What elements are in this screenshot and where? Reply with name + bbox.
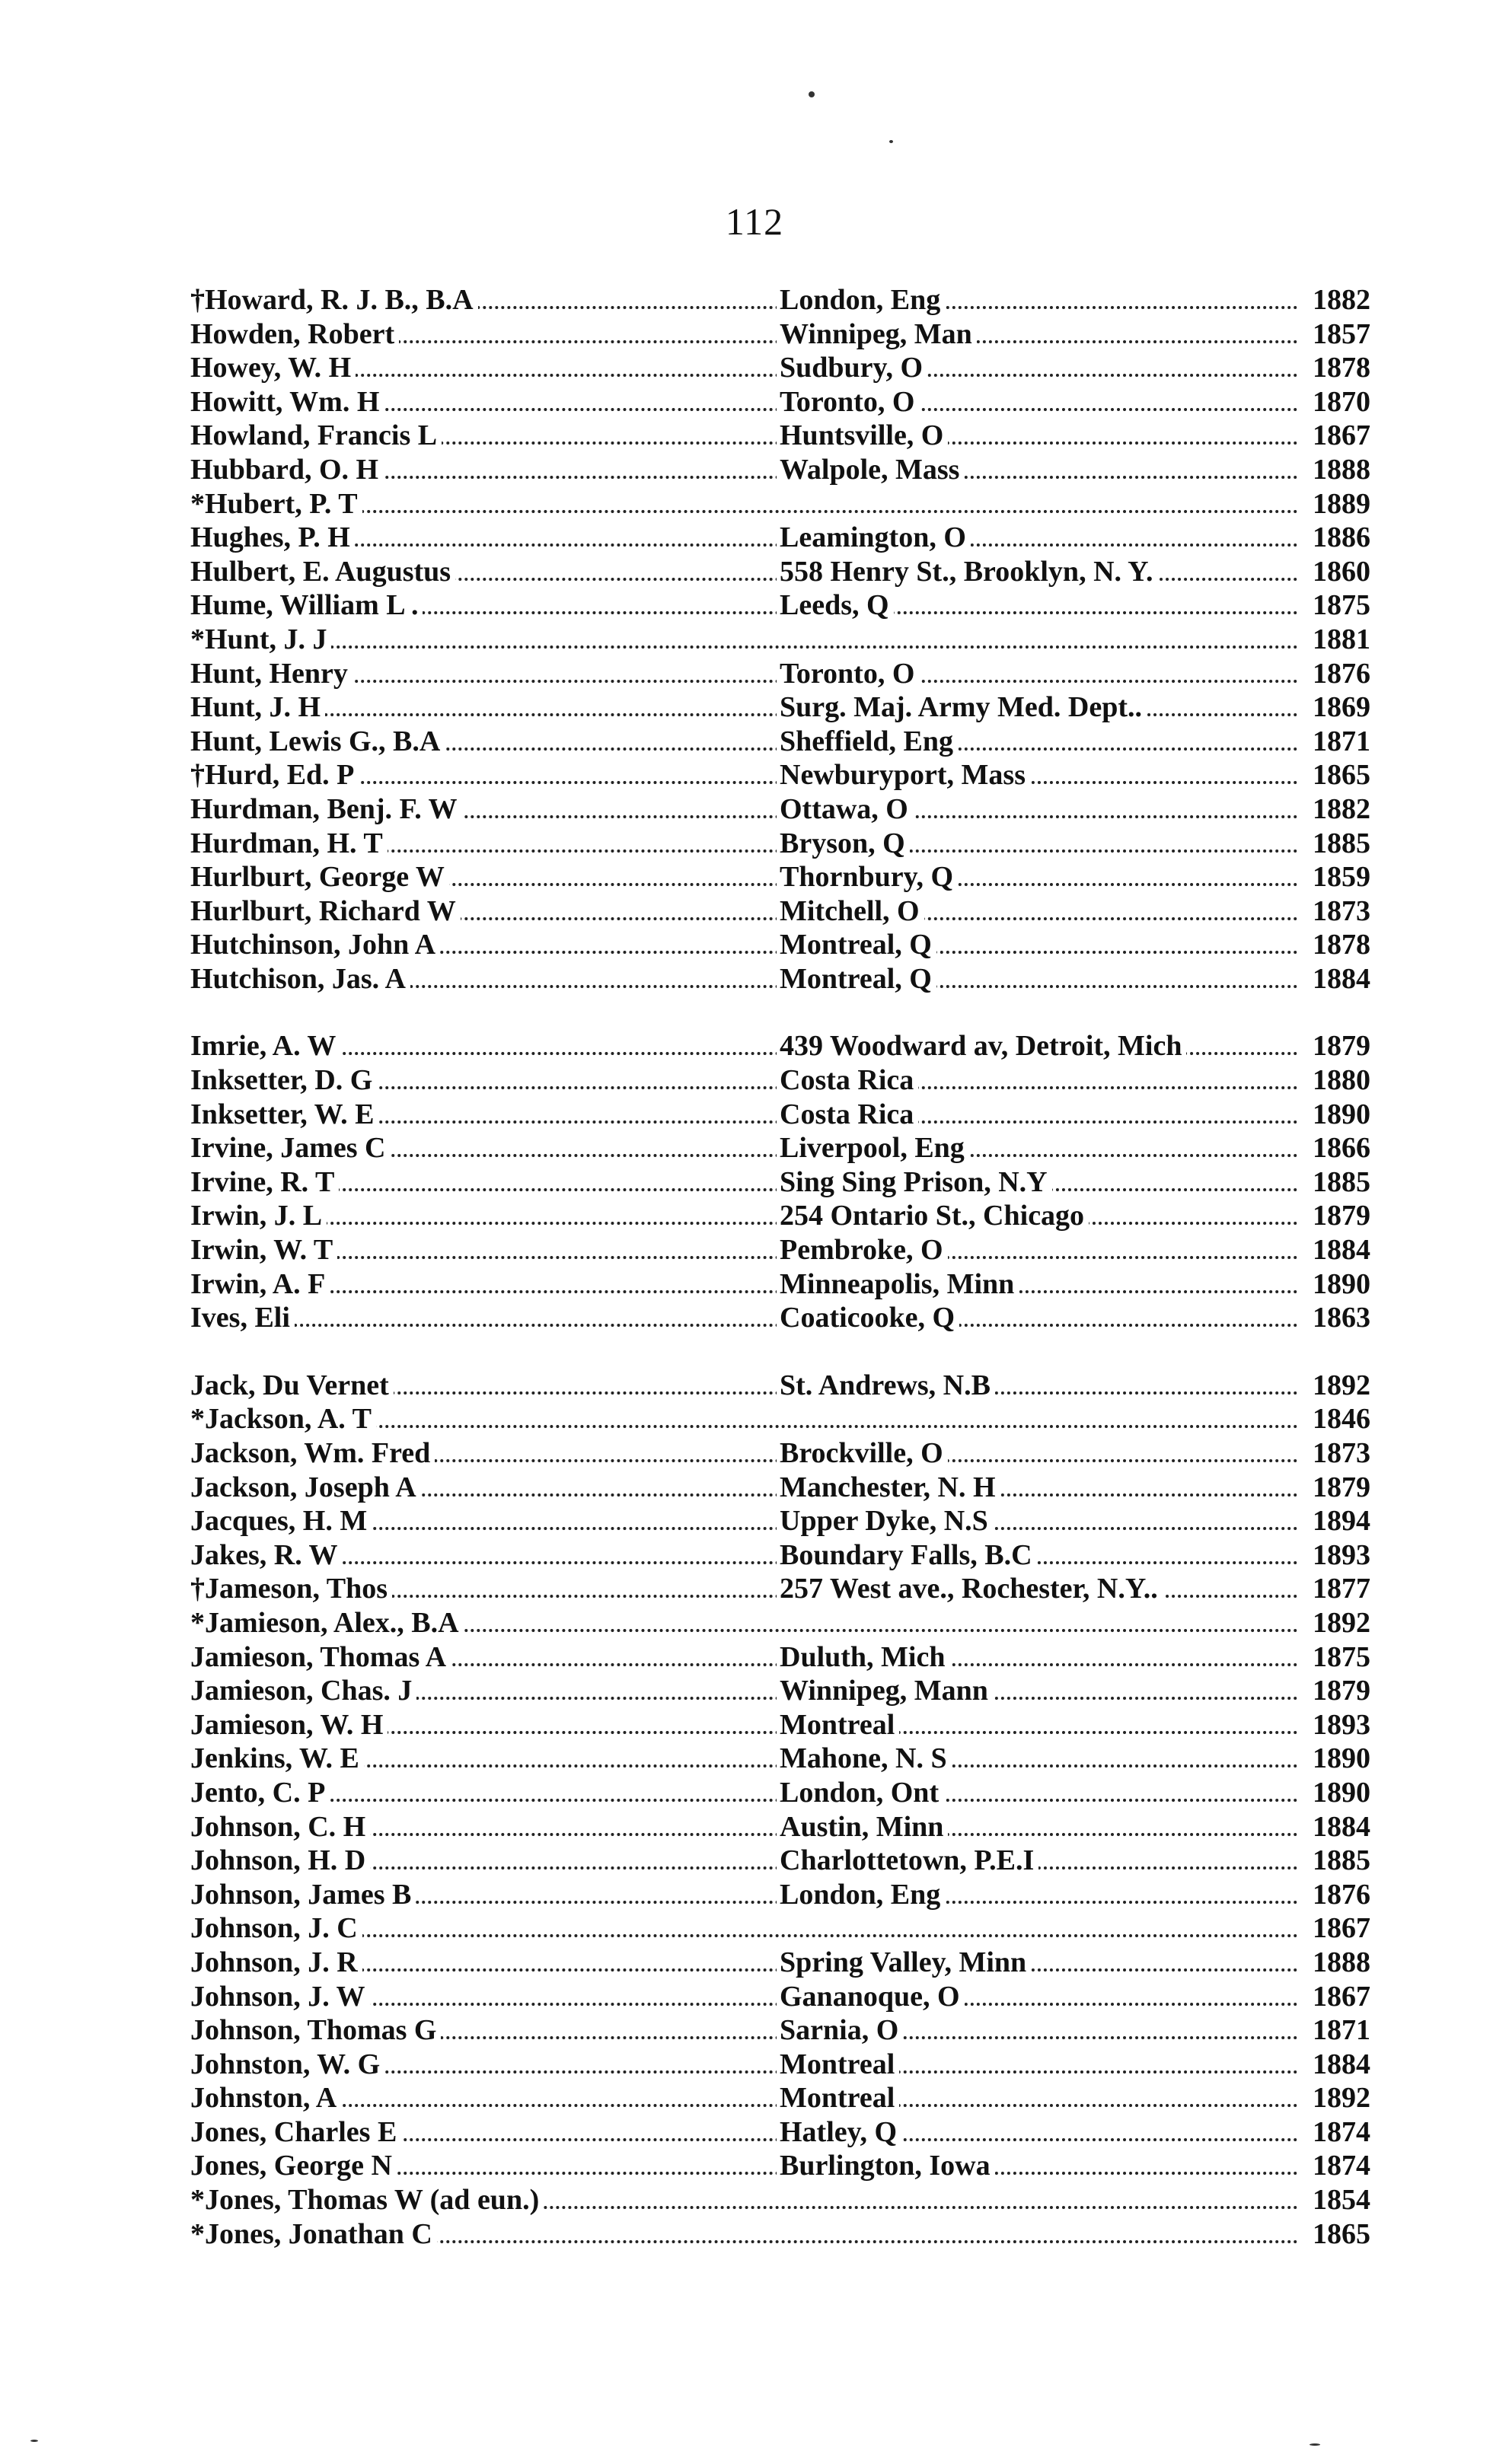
entry-place: Liverpool, Eng [777,1131,969,1165]
directory-entry [190,1572,1370,1606]
entry-year: 1857 [1305,317,1370,352]
entry-year: 1871 [1305,2013,1370,2048]
entry-name: *Jackson, A. T [190,1402,376,1436]
entry-year: 1867 [1305,1911,1370,1946]
directory-entry [190,1029,1370,1063]
dot-leader [190,1188,1298,1191]
entry-name: Irvine, James C [190,1131,390,1165]
entry-year: 1869 [1305,690,1370,725]
directory-entry [190,2081,1370,2115]
entry-name: Johnston, A [190,2081,341,2115]
directory-entry [190,487,1370,521]
entry-place: 257 West ave., Rochester, N.Y.. [777,1572,1163,1606]
entry-place: Upper Dyke, N.S [777,1504,993,1538]
entry-year: 1875 [1305,1640,1370,1675]
entry-name: Johnson, James B [190,1878,416,1912]
entry-name: *Jones, Jonathan C [190,2217,437,2252]
entry-place: Costa Rica [777,1063,918,1098]
entry-name: Hurlburt, Richard W [190,894,461,929]
entry-name: Irwin, W. T [190,1233,337,1267]
entry-place: Surg. Maj. Army Med. Dept.. [777,690,1147,725]
entry-year: 1863 [1305,1301,1370,1335]
entry-place: Coaticooke, Q [777,1301,959,1335]
entry-name: †Hurd, Ed. P [190,758,359,792]
directory-entry [190,1165,1370,1200]
entry-name: *Jamieson, Alex., B.A [190,1606,464,1640]
entry-name: Johnson, J. W [190,1980,370,2014]
directory-entry [190,283,1370,317]
entry-name: Irwin, J. L [190,1199,327,1233]
entry-year: 1854 [1305,2183,1370,2217]
entry-place: Gananoque, O [777,1980,965,2014]
entry-place: Austin, Minn [777,1810,948,1844]
directory-entry [190,792,1370,827]
directory-entry [190,2115,1370,2150]
entry-name: *Hunt, J. J [190,623,331,657]
entry-name: Hurdman, H. T [190,827,388,861]
entry-place: Brockville, O [777,1436,948,1471]
entry-name: Irwin, A. F [190,1267,330,1302]
entry-name: *Hubert, P. T [190,487,362,521]
entry-year: 1865 [1305,2217,1370,2252]
entry-name: Hurlburt, George W [190,860,449,894]
entry-year: 1881 [1305,623,1370,657]
entry-name: Jamieson, Chas. J [190,1674,416,1708]
directory-entry [190,419,1370,453]
entry-name: Johnson, H. D [190,1844,370,1878]
entry-name: Johnston, W. G [190,2048,384,2082]
directory-entry [190,657,1370,691]
entry-place: Burlington, Iowa [777,2149,995,2183]
entry-name: Jamieson, W. H [190,1708,388,1742]
directory-entry [190,1471,1370,1505]
entry-year: 1876 [1305,657,1370,691]
entry-year: 1893 [1305,1708,1370,1742]
entry-place: Boundary Falls, B.C [777,1538,1037,1573]
entry-year: 1890 [1305,1098,1370,1132]
entry-year: 1894 [1305,1504,1370,1538]
entry-place: Sarnia, O [777,2013,903,2048]
entry-place: London, Eng [777,1878,945,1912]
entry-name: Jackson, Wm. Fred [190,1436,435,1471]
entry-name: *Jones, Thomas W (ad eun.) [190,2183,544,2217]
entry-place: 558 Henry St., Brooklyn, N. Y. [777,555,1158,589]
entry-name: Jones, George N [190,2149,397,2183]
entry-place: Leeds, Q [777,588,894,623]
directory-entry [190,317,1370,352]
directory-entry [190,1776,1370,1810]
dot-leader [190,1799,1298,1802]
entry-place: Pembroke, O [777,1233,948,1267]
directory-entry [190,1810,1370,1844]
entry-place: Montreal [777,1708,899,1742]
entry-year: 1873 [1305,1436,1370,1471]
directory-entry [190,1436,1370,1471]
directory-entry [190,690,1370,725]
entry-place: Charlottetown, P.E.I [777,1844,1038,1878]
entry-name: Hutchinson, John A [190,928,440,962]
entry-year: 1885 [1305,1844,1370,1878]
entry-place: Costa Rica [777,1098,918,1132]
entry-name: Hutchison, Jas. A [190,962,410,996]
entry-name: Howey, W. H [190,351,356,385]
entry-year: 1892 [1305,1606,1370,1640]
directory-entry [190,860,1370,894]
directory-entry [190,1131,1370,1165]
entry-place: Sheffield, Eng [777,725,958,759]
entry-year: 1890 [1305,1776,1370,1810]
entry-name: Johnson, J. C [190,1911,362,1946]
entry-name: Howitt, Wm. H [190,385,384,419]
dot-leader [190,1324,1298,1327]
directory-entry [190,1504,1370,1538]
entry-year: 1890 [1305,1267,1370,1302]
entry-place: Toronto, O [777,385,919,419]
entry-year: 1874 [1305,2115,1370,2150]
entry-year: 1867 [1305,419,1370,453]
entry-name: Hunt, Henry [190,657,353,691]
alumni-listing [190,283,1370,2251]
entry-year: 1886 [1305,521,1370,555]
entry-year: 1878 [1305,351,1370,385]
scan-speck [889,140,893,143]
entry-place: 439 Woodward av, Detroit, Mich [777,1029,1186,1063]
entry-place: Walpole, Mass [777,453,964,487]
entry-name: Hunt, J. H [190,690,325,725]
entry-year: 1879 [1305,1199,1370,1233]
entry-place: Mitchell, O [777,894,924,929]
dot-leader [190,1256,1298,1259]
entry-name: Jackson, Joseph A [190,1471,421,1505]
entry-name: Jamieson, Thomas A [190,1640,451,1675]
entry-place: Duluth, Mich [777,1640,949,1675]
directory-entry [190,1640,1370,1675]
directory-entry [190,1267,1370,1302]
entry-year: 1866 [1305,1131,1370,1165]
entry-year: 1885 [1305,827,1370,861]
directory-entry [190,1199,1370,1233]
directory-entry [190,1538,1370,1573]
directory-entry [190,1098,1370,1132]
entry-name: Howden, Robert [190,317,399,352]
entry-name: Hume, William L . [190,588,423,623]
entry-year: 1860 [1305,555,1370,589]
entry-name: Jento, C. P [190,1776,330,1810]
directory-entry [190,2149,1370,2183]
entry-year: 1882 [1305,283,1370,317]
entry-year: 1879 [1305,1471,1370,1505]
entry-year: 1890 [1305,1742,1370,1776]
directory-entry [190,758,1370,792]
entry-name: Hubbard, O. H [190,453,383,487]
entry-place: Montreal [777,2048,899,2082]
directory-entry [190,1063,1370,1098]
entry-name: Jakes, R. W [190,1538,343,1573]
scan-speck [809,91,815,97]
directory-entry [190,351,1370,385]
directory-entry [190,588,1370,623]
entry-place: Mahone, N. S [777,1742,952,1776]
dot-leader [190,1561,1298,1564]
entry-name: Howland, Francis L [190,419,442,453]
page-number: 112 [725,200,784,243]
directory-entry [190,2183,1370,2217]
entry-year: 1870 [1305,385,1370,419]
directory-entry [190,1878,1370,1912]
directory-entry [190,521,1370,555]
entry-place: London, Ont [777,1776,943,1810]
entry-year: 1884 [1305,2048,1370,2082]
entry-year: 1885 [1305,1165,1370,1200]
directory-entry [190,2013,1370,2048]
entry-year: 1874 [1305,2149,1370,2183]
entry-year: 1880 [1305,1063,1370,1098]
entry-place: Manchester, N. H [777,1471,1000,1505]
entry-year: 1889 [1305,487,1370,521]
entry-place: Montreal, Q [777,928,936,962]
directory-entry [190,2217,1370,2252]
entry-place: 254 Ontario St., Chicago [777,1199,1089,1233]
directory-entry [190,1911,1370,1946]
entry-name: Ives, Eli [190,1301,295,1335]
entry-place: London, Eng [777,283,945,317]
entry-name: Jenkins, W. E [190,1742,364,1776]
entry-year: 1873 [1305,894,1370,929]
entry-name: Johnson, Thomas G [190,2013,441,2048]
entry-year: 1879 [1305,1029,1370,1063]
entry-name: Hunt, Lewis G., B.A [190,725,445,759]
directory-entry [190,555,1370,589]
entry-name: Jones, Charles E [190,2115,401,2150]
entry-name: Johnson, J. R [190,1946,362,1980]
dot-leader [190,2104,1298,2107]
entry-place: Winnipeg, Man [777,317,977,352]
entry-name: †Howard, R. J. B., B.A [190,283,478,317]
dot-leader [190,543,1298,547]
directory-entry [190,827,1370,861]
entry-year: 1859 [1305,860,1370,894]
directory-entry [190,725,1370,759]
directory-entry [190,1742,1370,1776]
entry-place: Hatley, Q [777,2115,901,2150]
entry-name: Inksetter, D. G [190,1063,377,1098]
directory-entry [190,1844,1370,1878]
entry-year: 1877 [1305,1572,1370,1606]
directory-entry [190,962,1370,996]
directory-entry [190,1369,1370,1403]
entry-place: Winnipeg, Mann [777,1674,993,1708]
entry-year: 1882 [1305,792,1370,827]
entry-year: 1876 [1305,1878,1370,1912]
entry-place: Montreal, Q [777,962,936,996]
dot-leader [190,680,1298,683]
entry-place: Sing Sing Prison, N.Y [777,1165,1052,1200]
entry-name: Hughes, P. H [190,521,355,555]
entry-name: Hurdman, Benj. F. W [190,792,462,827]
directory-entry [190,1946,1370,1980]
directory-entry [190,928,1370,962]
entry-year: 1875 [1305,588,1370,623]
entry-name: Irvine, R. T [190,1165,339,1200]
directory-entry [190,894,1370,929]
scan-speck [1310,2443,1320,2446]
entry-year: 1884 [1305,1233,1370,1267]
directory-entry [190,1402,1370,1436]
dot-leader [190,374,1298,377]
entry-place: Sudbury, O [777,351,927,385]
entry-place: Newburyport, Mass [777,758,1030,792]
dot-leader [190,1290,1298,1293]
entry-year: 1892 [1305,2081,1370,2115]
directory-entry [190,1301,1370,1335]
entry-year: 1867 [1305,1980,1370,2014]
entry-name: Hulbert, E. Augustus [190,555,455,589]
section-j [190,1369,1370,2251]
entry-year: 1888 [1305,1946,1370,1980]
entry-place: Spring Valley, Minn [777,1946,1031,1980]
directory-entry [190,453,1370,487]
entry-place: Thornbury, Q [777,860,958,894]
directory-entry [190,2048,1370,2082]
entry-place: Leamington, O [777,521,971,555]
dot-leader [190,645,1298,649]
entry-year: 1892 [1305,1369,1370,1403]
directory-entry [190,385,1370,419]
entry-place: Toronto, O [777,657,919,691]
entry-year: 1846 [1305,1402,1370,1436]
entry-year: 1871 [1305,725,1370,759]
entry-year: 1888 [1305,453,1370,487]
section-i [190,1029,1370,1334]
entry-name: Imrie, A. W [190,1029,340,1063]
entry-place: Bryson, Q [777,827,910,861]
entry-name: Jacques, H. M [190,1504,372,1538]
entry-year: 1884 [1305,962,1370,996]
entry-year: 1884 [1305,1810,1370,1844]
entry-place: Minneapolis, Minn [777,1267,1019,1302]
entry-place: Montreal [777,2081,899,2115]
entry-year: 1878 [1305,928,1370,962]
entry-place: Ottawa, O [777,792,913,827]
entry-place: Huntsville, O [777,419,948,453]
scan-speck [30,2440,38,2442]
directory-entry [190,1708,1370,1742]
directory-entry [190,1980,1370,2014]
directory-entry [190,1674,1370,1708]
dot-leader [190,1222,1298,1225]
directory-entry [190,1606,1370,1640]
entry-place: St. Andrews, N.B [777,1369,995,1403]
directory-entry [190,623,1370,657]
entry-name: Inksetter, W. E [190,1098,378,1132]
entry-name: Jack, Du Vernet [190,1369,394,1403]
entry-year: 1865 [1305,758,1370,792]
section-h [190,283,1370,996]
entry-year: 1879 [1305,1674,1370,1708]
directory-entry [190,1233,1370,1267]
entry-year: 1893 [1305,1538,1370,1573]
entry-name: Johnson, C. H [190,1810,370,1844]
entry-name: †Jameson, Thos [190,1572,392,1606]
